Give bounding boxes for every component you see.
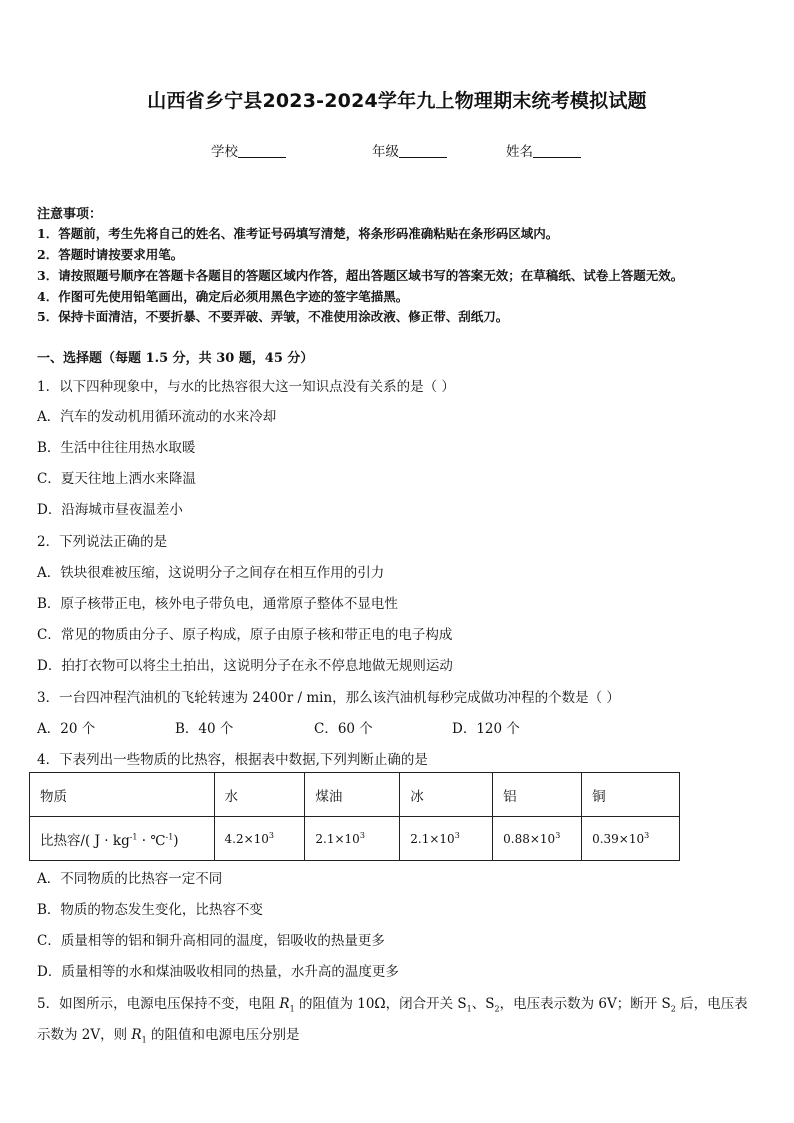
q5-text: 、S [471, 996, 495, 1012]
q1-option-b: B．生活中往往用热水取暖 [37, 440, 196, 456]
row-label-close: ) [173, 832, 179, 849]
note-item: 3．请按照题号顺序在答题卡各题目的答题区域内作答，超出答题区域书写的答案无效；在草稿纸、试卷上答题无效。 [37, 268, 684, 283]
school-blank[interactable] [238, 143, 286, 158]
cell-exponent: 3 [555, 831, 561, 840]
q2-stem: 2．下列说法正确的是 [37, 534, 168, 550]
cell-exponent: 3 [454, 831, 460, 840]
section-heading: 一、选择题（每题 1.5 分，共 30 题，45 分） [37, 351, 314, 366]
table-cell [305, 817, 400, 861]
row-label-unit: · ℃ [137, 832, 166, 849]
q5-text: 的阻值和电源电压分别是 [146, 1027, 300, 1043]
q3-option-b: B．40 个 [175, 721, 234, 737]
q5-resistor-symbol: R [279, 996, 290, 1012]
q1-stem: 1．以下四种现象中，与水的比热容很大这一知识点没有关系的是（ ） [37, 379, 455, 395]
grade-blank[interactable] [399, 143, 447, 158]
q4-stem: 4．下表列出一些物质的比热容，根据表中数据,下列判断止确的是 [37, 752, 428, 768]
row-label-cell [30, 817, 215, 861]
cell-exponent: 3 [359, 831, 365, 840]
school-label: 学校 [211, 144, 238, 160]
row-label: 比热容/( J · kg [40, 832, 130, 849]
cell-value: 0.39×10 [592, 832, 645, 846]
row-label-exponent: -1 [129, 832, 138, 841]
table-header-cell: 铝 [493, 773, 582, 817]
q3-stem: 3．一台四冲程汽油机的飞轮转速为 2400r / min，那么该汽油机每秒完成做功冲程的个数是（ ） [37, 690, 620, 706]
table-cell [493, 817, 582, 861]
specific-heat-table [29, 772, 680, 861]
table-header-cell: 冰 [400, 773, 493, 817]
q5-text: 的阻值为 10Ω，闭合开关 S [294, 996, 467, 1012]
q2-option-d: D．拍打衣物可以将尘土拍出，这说明分子在永不停息地做无规则运动 [37, 658, 453, 674]
q4-option-c: C．质量相等的铝和铜升高相同的温度，铝吸收的热量更多 [37, 933, 385, 949]
q5-text: ，电压表示数为 6V；断开 S [499, 996, 671, 1012]
q4-option-b: B．物质的物态发生变化，比热容不变 [37, 902, 263, 918]
cell-value: 0.88×10 [503, 832, 556, 846]
table-cell [582, 817, 680, 861]
q5-stem-line1 [37, 992, 748, 1014]
q2-option-a: A．铁块很难被压缩，这说明分子之间存在相互作用的引力 [37, 565, 385, 581]
name-blank[interactable] [533, 143, 581, 158]
q5-subscript: 2 [494, 1004, 500, 1014]
q4-option-a: A．不同物质的比热容一定不同 [37, 871, 223, 887]
q5-stem-line2 [37, 1023, 299, 1045]
q5-resistor-symbol: R [131, 1027, 142, 1043]
table-row [30, 817, 680, 861]
row-label-exponent: -1 [165, 832, 174, 841]
q5-text: 后，电压表 [675, 996, 748, 1012]
table-header-row [30, 773, 680, 817]
table-header-cell: 水 [214, 773, 305, 817]
q5-text: 5．如图所示，电源电压保持不变，电阻 [37, 996, 280, 1012]
q3-option-c: C．60 个 [314, 721, 373, 737]
cell-value: 2.1×10 [410, 832, 455, 846]
table-cell [214, 817, 305, 861]
note-item: 4．作图可先使用铅笔画出，确定后必须用黑色字迹的签字笔描黑。 [37, 289, 409, 304]
q1-option-d: D．沿海城市昼夜温差小 [37, 502, 183, 518]
school-field[interactable] [211, 140, 286, 160]
table-header-cell: 煤油 [305, 773, 400, 817]
cell-exponent: 3 [644, 831, 650, 840]
cell-value: 4.2×10 [224, 832, 269, 846]
table-header-cell: 物质 [30, 773, 215, 817]
q2-option-b: B．原子核带正电，核外电子带负电，通常原子整体不显电性 [37, 596, 398, 612]
table-cell [400, 817, 493, 861]
q5-subscript: 1 [466, 1004, 472, 1014]
q5-subscript: 1 [141, 1035, 147, 1045]
q2-option-c: C．常见的物质由分子、原子构成，原子由原子核和带正电的电子构成 [37, 627, 453, 643]
notes-heading: 注意事项： [37, 207, 103, 222]
note-item: 5．保持卡面清洁，不要折暴、不要弄破、弄皱，不准使用涂改液、修正带、刮纸刀。 [37, 309, 509, 324]
name-label: 姓名 [506, 144, 533, 160]
note-item: 2．答题时请按要求用笔。 [37, 247, 184, 262]
q1-option-c: C．夏天往地上洒水来降温 [37, 471, 196, 487]
name-field[interactable] [506, 140, 581, 160]
q4-option-d: D．质量相等的水和煤油吸收相同的热量，水升高的温度更多 [37, 964, 399, 980]
q5-text: 示数为 2V，则 [37, 1027, 132, 1043]
grade-field[interactable] [372, 140, 447, 160]
q5-subscript: 2 [670, 1004, 676, 1014]
q3-option-a: A．20 个 [37, 721, 96, 737]
cell-exponent: 3 [268, 831, 275, 840]
q5-subscript: 1 [289, 1004, 295, 1014]
grade-label: 年级 [372, 144, 399, 160]
note-item: 1．答题前，考生先将自己的姓名、准考证号码填写清楚，将条形码准确粘贴在条形码区域内。 [37, 226, 559, 241]
page-title: 山西省乡宁县2023-2024学年九上物理期末统考模拟试题 [147, 90, 647, 112]
q3-option-d: D．120 个 [452, 721, 520, 737]
cell-value: 2.1×10 [315, 832, 360, 846]
q1-option-a: A．汽车的发动机用循环流动的水来冷却 [37, 409, 277, 425]
table-header-cell: 铜 [582, 773, 680, 817]
